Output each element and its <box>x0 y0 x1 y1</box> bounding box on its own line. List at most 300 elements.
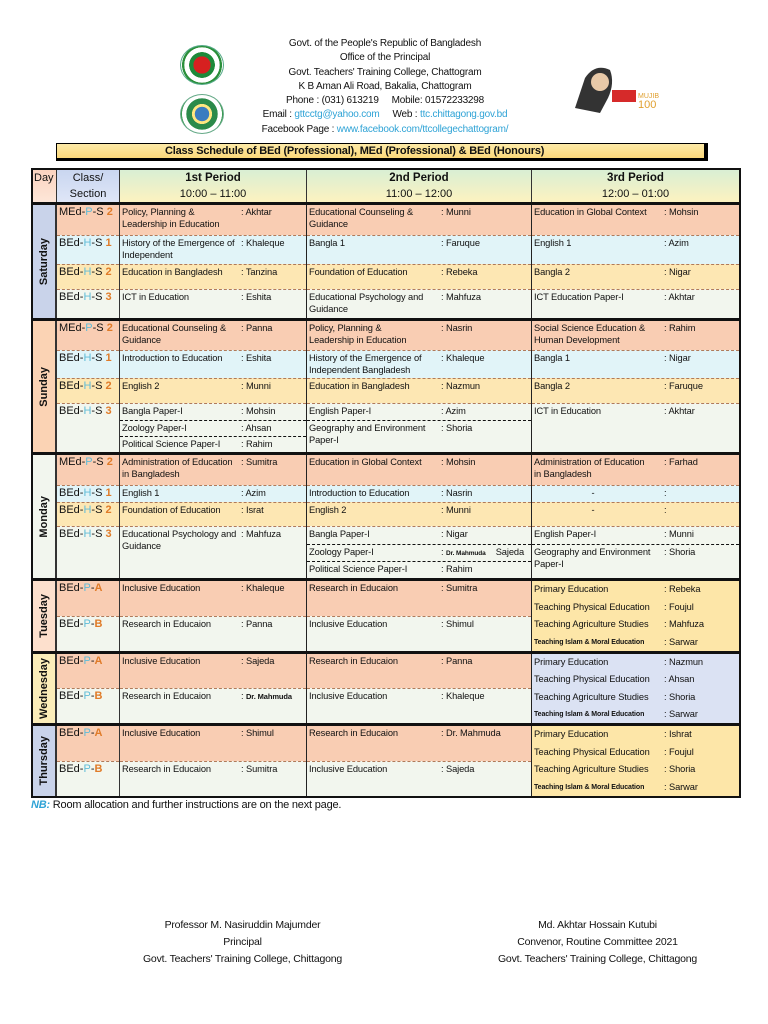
period-2-column <box>307 205 532 318</box>
subject: Political Science Paper-I <box>309 564 408 574</box>
teacher-name: Sajeda <box>445 764 475 774</box>
class-section <box>57 761 119 796</box>
period-1-column <box>120 581 307 651</box>
class-section-part: P <box>83 690 91 702</box>
class-section-part: BEd- <box>59 528 84 540</box>
teacher <box>664 206 698 218</box>
class-section-part: H <box>83 291 92 303</box>
subject: English Paper-I <box>309 406 372 416</box>
teacher-name: Sajeda <box>495 547 525 557</box>
subject: Inclusive Education <box>309 764 388 774</box>
subject: Bangla Paper-I <box>309 529 370 539</box>
teacher <box>441 291 481 303</box>
subject: Research in Educaion <box>122 619 211 629</box>
teacher-name: Khaleque <box>245 238 285 248</box>
class-entry <box>532 689 739 706</box>
subject: Bangla 1 <box>534 353 570 363</box>
class-section <box>57 378 119 403</box>
subject: Primary Education <box>534 729 609 739</box>
class-entry <box>120 321 306 350</box>
teacher-name: Rebeka <box>668 584 701 594</box>
subject: Inclusive Education <box>122 656 201 666</box>
teacher-name: Shoria <box>445 423 473 433</box>
class-section <box>57 526 119 578</box>
class-section-part: H <box>83 380 92 392</box>
class-section-part: -S <box>91 352 106 364</box>
teacher <box>441 618 474 630</box>
class-section-part: 2 <box>105 504 112 516</box>
teacher-name: Panna <box>245 323 273 333</box>
day-cell <box>33 321 57 452</box>
subject: - <box>591 505 595 515</box>
period-2-column <box>307 455 532 578</box>
teacher <box>441 380 480 392</box>
class-entry <box>307 616 531 651</box>
class-section-part: H <box>83 528 92 540</box>
class-entry <box>532 526 739 544</box>
period-3-column <box>532 455 739 578</box>
teacher-name: Sarwar <box>668 708 698 719</box>
subject: Introduction to Education <box>122 353 223 363</box>
class-section-part: A <box>94 582 103 594</box>
class-section <box>57 485 119 502</box>
subject: Research in Educaion <box>309 728 398 738</box>
class-entry <box>307 403 531 420</box>
teacher-name: Eshita <box>245 292 272 302</box>
teacher-name: Nazmun <box>445 381 480 391</box>
day-label: Sunday <box>38 366 50 407</box>
teacher <box>241 206 272 218</box>
class-entry <box>120 726 306 761</box>
address-line: K B Aman Ali Road, Bakalia, Chattogram <box>298 80 472 92</box>
class-entry <box>120 581 306 616</box>
class-entry <box>307 761 531 796</box>
class-entry <box>120 455 306 485</box>
class-entry <box>307 420 531 452</box>
govt-line: Govt. of the People's Republic of Bangladesh <box>288 38 482 49</box>
schedule-table <box>31 168 741 798</box>
teacher-note: Dr. Mahmuda <box>445 550 486 557</box>
signature-convenor <box>485 917 710 968</box>
teacher-name: Ahsan <box>245 423 272 433</box>
day-label: Monday <box>38 495 50 538</box>
teacher-name: Shimul <box>245 728 274 738</box>
day-row-tuesday <box>33 581 739 654</box>
class-section-part: A <box>94 655 103 667</box>
class-section <box>57 654 119 688</box>
class-section-part: BEd- <box>59 582 84 594</box>
subject: Teaching Agriculture Studies <box>534 619 649 629</box>
teacher <box>441 405 466 417</box>
teacher <box>441 422 472 434</box>
subject: - <box>591 488 595 498</box>
teacher-name: Azim <box>668 238 689 248</box>
class-section-part: -S <box>91 380 106 392</box>
class-section <box>57 616 119 651</box>
teacher <box>441 582 477 594</box>
class-section-part: 2 <box>106 456 113 468</box>
note-text: Room allocation and further instructions are on the next page. <box>49 799 342 811</box>
class-header <box>57 170 120 202</box>
web-link[interactable]: ttc.chittagong.gov.bd <box>419 109 508 121</box>
subject: Bangla 2 <box>534 381 570 391</box>
class-entry <box>532 235 739 264</box>
class-section <box>57 581 119 616</box>
teacher-name: Eshita <box>245 353 272 363</box>
subject: Education in Global Context <box>309 457 422 467</box>
class-section-part: - <box>90 655 95 667</box>
teacher-name: Shoria <box>668 764 696 774</box>
class-entry <box>532 671 739 688</box>
class-section-part: BEd- <box>59 380 84 392</box>
class-section-part: B <box>94 690 103 702</box>
class-section-part: P <box>83 618 91 630</box>
teacher <box>664 456 698 468</box>
day-label: Saturday <box>38 237 50 286</box>
teacher <box>664 690 695 705</box>
signature-principal <box>130 917 355 968</box>
class-section-part: 2 <box>106 322 113 334</box>
class-section <box>57 235 119 264</box>
facebook-link[interactable]: www.facebook.com/ttcollegechattogram/ <box>336 123 509 135</box>
day-cell <box>33 654 57 723</box>
class-entry <box>532 205 739 235</box>
subject: Zoology Paper-I <box>122 423 187 433</box>
class-section-part: 3 <box>105 405 112 417</box>
subject: English 2 <box>309 505 347 515</box>
subject: Zoology Paper-I <box>309 547 374 557</box>
teacher-name: Faruque <box>668 381 703 391</box>
teacher-name: Mahfuza <box>445 292 481 302</box>
teacher-name: Sarwar <box>668 781 698 792</box>
teacher <box>241 322 272 334</box>
subject: Teaching Islam & Moral Education <box>534 638 645 646</box>
class-entry <box>532 485 739 502</box>
subject: Educational Psychology and Guidance <box>122 529 237 551</box>
teacher-name: Rahim <box>668 323 696 333</box>
class-entry <box>307 289 531 318</box>
teacher <box>441 563 472 575</box>
class-section-part: -S <box>91 487 106 499</box>
subject: History of the Emergence of Independent Bangladesh <box>309 353 422 375</box>
class-section <box>57 688 119 723</box>
subject: Primary Education <box>534 584 609 594</box>
teacher <box>664 322 695 334</box>
class-section-part: -S <box>91 504 106 516</box>
teacher-name: Dr. Mahmuda <box>445 728 501 738</box>
class-section-part: BEd- <box>59 504 84 516</box>
class-entry <box>307 726 531 761</box>
subject: Bangla Paper-I <box>122 406 183 416</box>
teacher <box>664 600 694 615</box>
class-entry <box>532 289 739 318</box>
class-entry <box>307 321 531 350</box>
day-row-sunday <box>33 321 739 455</box>
subject: Administration of Education in Bangladesh <box>534 457 645 479</box>
phone: Phone : (031) 613219 <box>285 95 379 107</box>
class-section <box>57 321 119 350</box>
teacher <box>664 617 704 632</box>
class-entry <box>532 761 739 779</box>
teacher-name: Rahim <box>445 564 473 574</box>
class-section <box>57 726 119 761</box>
class-section-part: 3 <box>105 528 112 540</box>
teacher <box>241 618 272 630</box>
class-section-part: BEd- <box>59 618 84 630</box>
class-entry <box>532 634 739 652</box>
teacher-name: Nigar <box>668 267 691 277</box>
class-section-part: B <box>94 618 103 630</box>
period-3-column <box>532 321 739 452</box>
period-1-column <box>120 205 307 318</box>
letterhead <box>200 37 570 137</box>
teacher <box>241 352 271 364</box>
teacher-name: Sarwar <box>668 636 698 647</box>
teacher-name: Foujul <box>668 601 694 612</box>
teacher <box>241 422 271 434</box>
class-column <box>57 654 120 723</box>
web-label: Web : <box>392 109 420 121</box>
class-section-part: H <box>83 487 92 499</box>
class-section-part: - <box>90 763 95 775</box>
schedule-title: Class Schedule of BEd (Professional), MEd (Professional) & BEd (Honours) <box>56 143 708 161</box>
day-row-monday <box>33 455 739 581</box>
teacher <box>241 690 292 703</box>
class-entry <box>120 289 306 318</box>
subject: Research in Educaion <box>309 656 398 666</box>
teacher-name: Rahim <box>245 439 273 449</box>
day-label: Thursday <box>38 736 50 786</box>
subject: Education in Global Context <box>534 207 647 217</box>
class-section-part: P <box>83 763 91 775</box>
teacher-name: Mahfuza <box>668 619 704 629</box>
contact-line <box>200 94 570 108</box>
subject: Geography and Environment Paper-I <box>534 547 651 569</box>
subject: Geography and Environment Paper-I <box>309 423 426 445</box>
teacher <box>441 763 474 775</box>
subject: Inclusive Education <box>122 728 201 738</box>
teacher <box>664 745 694 760</box>
teacher-name: Shimul <box>445 619 474 629</box>
teacher-name: Shoria <box>668 547 696 557</box>
subject: Teaching Physical Education <box>534 746 650 757</box>
email-web-line <box>200 108 570 122</box>
class-entry <box>532 321 739 350</box>
class-section-part: BEd- <box>59 237 84 249</box>
subject: Research in Educaion <box>309 583 398 593</box>
teacher <box>441 237 480 249</box>
class-entry <box>307 526 531 544</box>
class-section <box>57 350 119 378</box>
subject: Research in Educaion <box>122 691 211 701</box>
day-cell <box>33 726 57 796</box>
facebook-line <box>200 123 570 137</box>
class-section-part: BEd- <box>59 727 84 739</box>
teacher-name: Khaleque <box>445 691 485 701</box>
subject: Educational Counseling & Guidance <box>309 207 414 229</box>
class-section-part: H <box>83 266 92 278</box>
subject: English 2 <box>122 381 160 391</box>
subject: Social Science Education & Human Development <box>534 323 646 345</box>
class-section-part: 2 <box>105 380 112 392</box>
teacher <box>241 504 264 516</box>
period-3-column <box>532 654 739 723</box>
class-entry <box>532 378 739 403</box>
teacher <box>664 380 703 392</box>
class-section-part: H <box>83 352 92 364</box>
class-section-part: BEd- <box>59 291 84 303</box>
teacher-name: Panna <box>245 619 273 629</box>
class-section-part: H <box>83 405 92 417</box>
class-entry <box>120 235 306 264</box>
class-entry <box>532 726 739 744</box>
teacher-name: Munni <box>668 529 694 539</box>
class-section-part: BEd- <box>59 487 84 499</box>
class-header-line2: Section <box>69 188 107 200</box>
teacher <box>241 727 274 739</box>
class-section-part: -S <box>91 237 106 249</box>
subject: Teaching Physical Education <box>534 601 650 612</box>
note <box>31 799 341 811</box>
subject: Political Science Paper-I <box>122 439 221 449</box>
class-section-part: -S <box>91 291 106 303</box>
class-entry <box>120 264 306 289</box>
college-line: Govt. Teachers' Training College, Chattogram <box>288 66 482 78</box>
class-entry <box>120 205 306 235</box>
teacher-name: Sumitra <box>445 583 478 593</box>
period-name: 1st Period <box>185 172 241 184</box>
email-link[interactable]: gttcctg@yahoo.com <box>294 109 380 121</box>
teacher <box>441 504 471 516</box>
teacher-name: Nasrin <box>445 488 473 498</box>
period-2-column <box>307 726 532 796</box>
class-entry <box>532 455 739 485</box>
period-1-column <box>120 726 307 796</box>
teacher <box>241 237 284 249</box>
class-column <box>57 581 120 651</box>
day-cell <box>33 581 57 651</box>
subject: Education in Bangladesh <box>122 267 223 277</box>
teacher-name: Sajeda <box>245 656 275 666</box>
class-section-part: -S <box>92 322 107 334</box>
class-section <box>57 502 119 526</box>
teacher <box>664 546 695 558</box>
class-entry <box>307 502 531 526</box>
class-section-part: P <box>83 655 91 667</box>
teacher <box>441 456 475 468</box>
class-entry <box>120 378 306 403</box>
subject: Inclusive Education <box>309 691 388 701</box>
day-row-thursday <box>33 726 739 796</box>
class-entry <box>120 761 306 796</box>
subject: Inclusive Education <box>122 583 201 593</box>
day-row-wednesday <box>33 654 739 726</box>
teacher <box>664 352 691 364</box>
teacher-name: Mahfuza <box>245 529 281 539</box>
teacher-name: Farhad <box>668 457 698 467</box>
teacher <box>664 727 692 742</box>
class-entry <box>532 706 739 723</box>
teacher-name: Ahsan <box>668 674 695 685</box>
class-entry <box>532 264 739 289</box>
day-cell <box>33 205 57 318</box>
subject: Foundation of Education <box>122 505 221 515</box>
class-section-part: - <box>90 618 95 630</box>
class-section-part: 2 <box>106 206 113 218</box>
class-entry <box>532 654 739 671</box>
class-section-part: BEd- <box>59 266 84 278</box>
class-entry <box>120 688 306 723</box>
class-entry <box>307 688 531 723</box>
teacher-name: Nasrin <box>445 323 473 333</box>
subject: ICT Education Paper-I <box>534 292 624 302</box>
teacher-name: Nigar <box>445 529 468 539</box>
teacher <box>441 352 484 364</box>
teacher <box>664 266 691 278</box>
day-row-saturday <box>33 205 739 321</box>
period-3-column <box>532 581 739 651</box>
class-entry <box>532 581 739 599</box>
class-entry <box>120 526 306 578</box>
teacher-name: Sumitra <box>245 764 278 774</box>
class-header-line1: Class/ <box>72 172 104 184</box>
class-entry <box>532 779 739 797</box>
class-section-part: 2 <box>105 266 112 278</box>
day-cell <box>33 455 57 578</box>
period-name: 3rd Period <box>607 172 664 184</box>
period-2-column <box>307 321 532 452</box>
teacher-name: Khaleque <box>245 583 285 593</box>
teacher-name: Dr. Mahmuda <box>245 692 292 701</box>
class-entry <box>532 744 739 762</box>
class-section-part: A <box>94 727 103 739</box>
class-section-part: P <box>83 582 91 594</box>
teacher <box>441 727 501 739</box>
subject: Administration of Education in Bangladesh <box>122 457 233 479</box>
teacher <box>664 655 703 670</box>
period-time: 12:00 – 01:00 <box>601 188 670 200</box>
teacher <box>664 237 689 249</box>
class-section <box>57 264 119 289</box>
signatory-org: Govt. Teachers' Training College, Chittagong <box>142 953 343 965</box>
subject: Foundation of Education <box>309 267 408 277</box>
class-entry <box>532 350 739 378</box>
class-section-part: BEd- <box>59 690 84 702</box>
teacher <box>241 528 281 540</box>
teacher <box>441 266 477 278</box>
teacher <box>441 487 472 499</box>
period-time: 10:00 – 11:00 <box>179 188 247 200</box>
teacher <box>441 528 468 540</box>
class-section-part: BEd- <box>59 352 84 364</box>
teacher-name: Nazmun <box>668 657 703 667</box>
day-label: Wednesday <box>38 658 50 719</box>
class-entry <box>120 420 306 436</box>
class-section-part: H <box>83 504 92 516</box>
teacher <box>441 655 472 667</box>
teacher <box>441 546 524 560</box>
teacher-name: Munni <box>245 381 271 391</box>
subject: Educational Counseling & Guidance <box>122 323 227 345</box>
teacher <box>664 405 695 417</box>
teacher <box>664 672 694 687</box>
class-entry <box>307 561 531 578</box>
period-2-column <box>307 581 532 651</box>
subject: Teaching Islam & Moral Education <box>534 783 645 791</box>
period-1-header <box>120 170 307 202</box>
class-section-part: MEd- <box>59 456 86 468</box>
period-1-column <box>120 321 307 452</box>
